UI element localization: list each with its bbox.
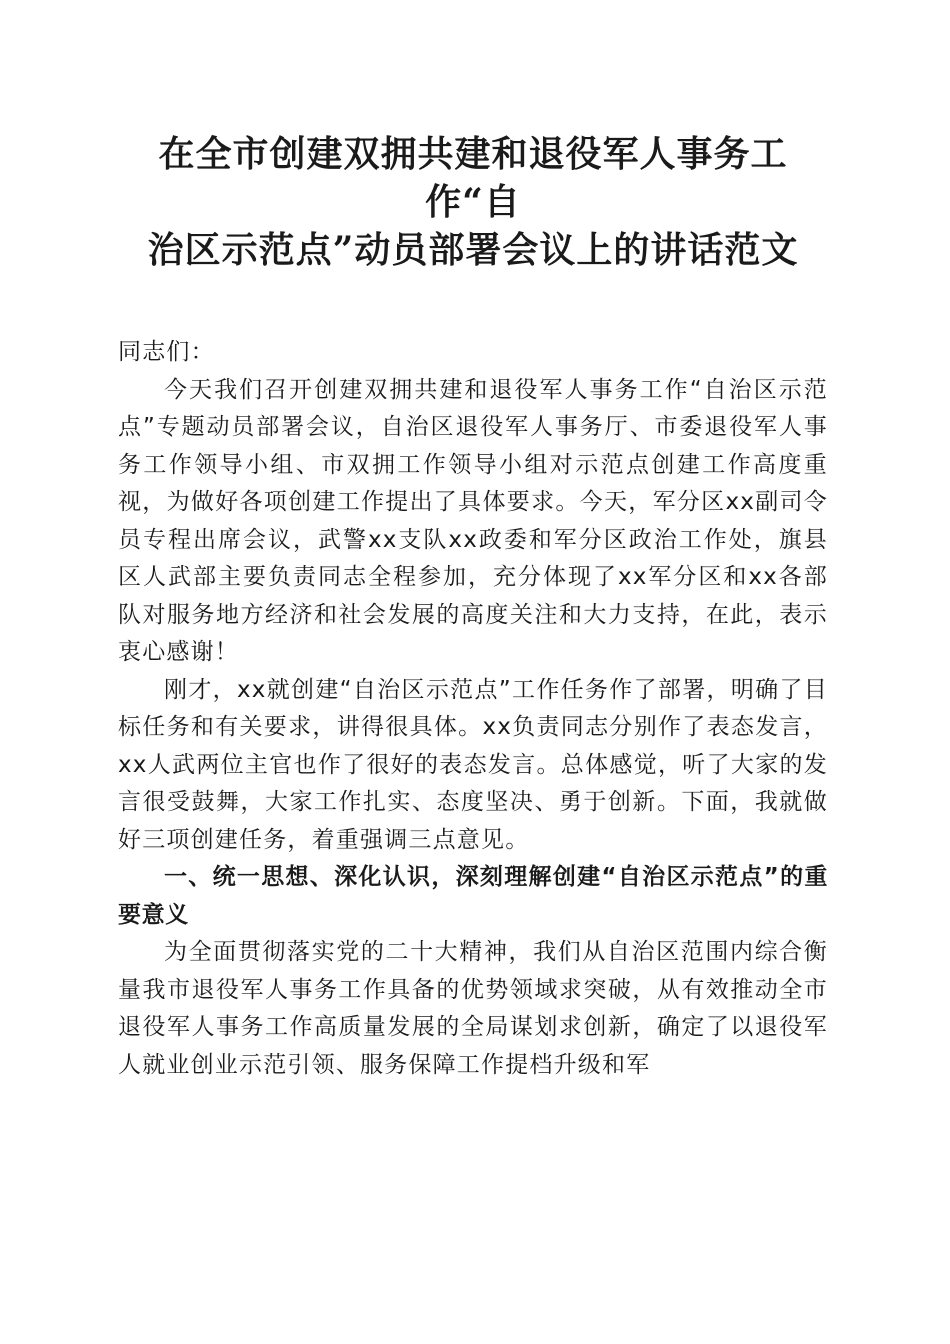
document-page xyxy=(118,130,828,1084)
document-title xyxy=(118,130,828,274)
paragraph-3: 为全面贯彻落实党的二十大精神，我们从自治区范围内综合衡量我市退役军人事务工作具备的优势领域求突破，从有效推动全市退役军人事务工作高质量发展的全局谋划求创新，确定了以退役军人就业创业示范引领、服务保障工作提档升级和军 xyxy=(118,939,828,1078)
paragraph-2: 刚才，xx就创建“自治区示范点”工作任务作了部署，明确了目标任务和有关要求，讲得很具体。xx负责同志分别作了表态发言，xx人武两位主官也作了很好的表态发言。总体感觉，听了大家的发言很受鼓舞，大家工作扎实、态度坚决、勇于创新。下面，我就做好三项创建任务，着重强调三点意见。 xyxy=(118,676,828,853)
section-heading-1: 一、统一思想、深化认识，深刻理解创建“自治区示范点”的重要意义 xyxy=(118,864,828,928)
paragraph-1: 今天我们召开创建双拥共建和退役军人事务工作“自治区示范点”专题动员部署会议，自治区退役军人事务厅、市委退役军人事务工作领导小组、市双拥工作领导小组对示范点创建工作高度重视，为做好各项创建工作提出了具体要求。今天，军分区xx副司令员专程出席会议，武警xx支队xx政委和军分区政治工作处，旗县区人武部主要负责同志全程参加，充分体现了xx军分区和xx各部队对服务地方经济和社会发展的高度关注和大力支持，在此，表示衷心感谢！ xyxy=(118,376,828,665)
title-line-1: 在全市创建双拥共建和退役军人事务工作“自 xyxy=(158,133,788,223)
title-line-2: 治区示范点”动员部署会议上的讲话范文 xyxy=(147,229,799,271)
salutation: 同志们： xyxy=(118,339,215,365)
